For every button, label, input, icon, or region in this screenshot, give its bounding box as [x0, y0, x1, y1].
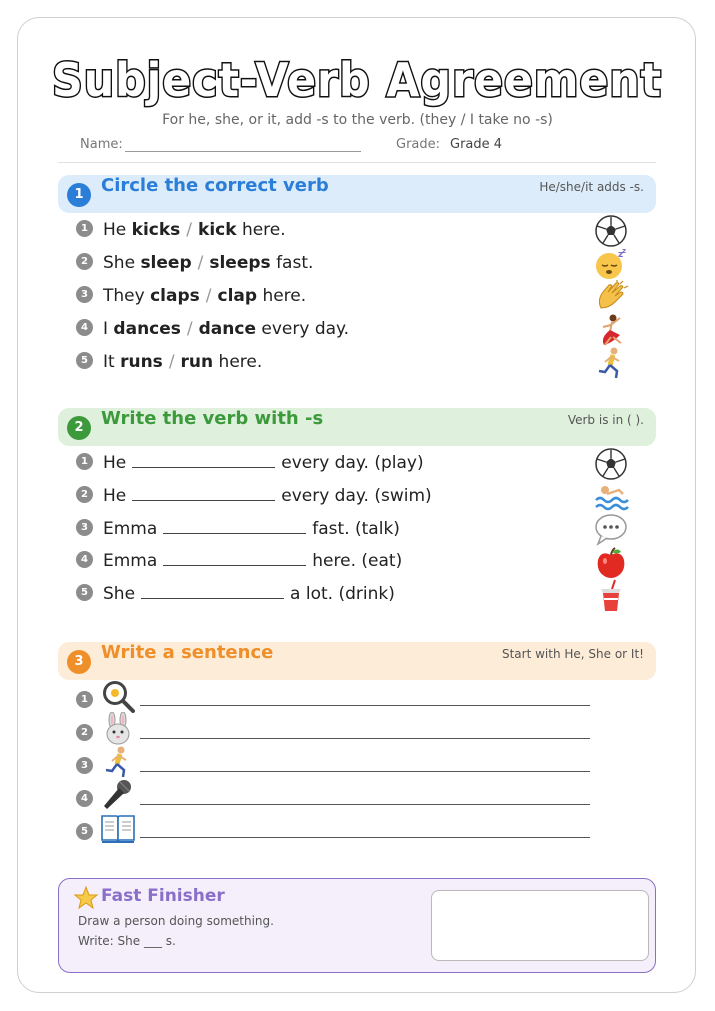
drawing-box[interactable]: [431, 890, 649, 961]
header-divider: [58, 162, 656, 163]
runner-icon: [100, 745, 136, 779]
finisher-instruction: Draw a person doing something.: [78, 914, 274, 928]
svg-text:z: z: [622, 247, 627, 255]
verb-option[interactable]: runs: [120, 352, 163, 372]
clapping-hands-icon: [593, 280, 629, 314]
svg-text:z: z: [618, 250, 624, 260]
sentence-row: 2: [76, 716, 596, 746]
sleeping-face-icon: [593, 247, 629, 281]
circle-item: 5 It runs / run here.: [76, 352, 262, 378]
subtitle: For he, she, or it, add -s to the verb. (they / I take no -s): [162, 112, 553, 128]
frying-pan-icon: [100, 679, 136, 713]
fill-item: 3 Emma fast. (talk): [76, 519, 400, 545]
section-number: 1: [67, 183, 91, 207]
section-number: 2: [67, 416, 91, 440]
answer-blank[interactable]: [163, 551, 306, 566]
microphone-icon: [100, 778, 136, 812]
answer-blank[interactable]: [132, 453, 275, 468]
fill-item: 2 He every day. (swim): [76, 486, 432, 512]
section-hint: Start with He, She or It!: [501, 647, 644, 661]
verb-option[interactable]: kicks: [131, 220, 181, 240]
soccer-ball-icon: [593, 447, 629, 481]
book-icon: [100, 811, 136, 845]
verb-option[interactable]: run: [180, 352, 214, 372]
drink-cup-icon: [593, 579, 629, 613]
rabbit-icon: [100, 712, 136, 746]
verb-option[interactable]: sleeps: [209, 253, 271, 273]
circle-item: 3 They claps / clap here.: [76, 286, 306, 312]
grade-value: Grade 4: [450, 137, 503, 152]
answer-blank[interactable]: [163, 519, 306, 534]
verb-option[interactable]: claps: [150, 286, 200, 306]
section-title: Write the verb with -s: [101, 408, 324, 429]
section-1-header: [58, 175, 656, 213]
section-title: Circle the correct verb: [101, 175, 329, 196]
circle-item: 1 He kicks / kick here.: [76, 220, 286, 246]
section-number: 3: [67, 650, 91, 674]
circle-item: 2 She sleep / sleeps fast.: [76, 253, 313, 279]
verb-option[interactable]: clap: [217, 286, 258, 306]
finisher-title: Fast Finisher: [101, 886, 225, 906]
verb-option[interactable]: kick: [198, 220, 237, 240]
speech-bubble-icon: [593, 513, 629, 547]
finisher-instruction: Write: She ___ s.: [78, 934, 176, 948]
fill-item: 5 She a lot. (drink): [76, 584, 395, 610]
dancer-icon: [593, 313, 629, 347]
answer-line[interactable]: [140, 705, 590, 706]
sentence-row: 3: [76, 749, 596, 779]
answer-line[interactable]: [140, 837, 590, 838]
answer-line[interactable]: [140, 804, 590, 805]
name-row: [80, 137, 361, 152]
svg-text:Subject-Verb Agreement: Subject-Verb Agreement: [52, 53, 662, 107]
fill-item: 1 He every day. (play): [76, 453, 424, 479]
answer-line[interactable]: [140, 771, 590, 772]
answer-line[interactable]: [140, 738, 590, 739]
runner-icon: [593, 346, 629, 380]
sentence-row: 4: [76, 782, 596, 812]
verb-option[interactable]: dances: [113, 319, 181, 339]
swimmer-icon: [593, 480, 629, 514]
verb-option[interactable]: dance: [198, 319, 256, 339]
section-3-header: [58, 642, 656, 680]
section-2-header: [58, 408, 656, 446]
section-hint: Verb is in ( ).: [567, 413, 644, 427]
page-title: [0, 38, 715, 118]
sentence-row: 1: [76, 683, 596, 713]
answer-blank[interactable]: [132, 486, 275, 501]
name-label: Name:: [80, 137, 123, 152]
circle-item: 4 I dances / dance every day.: [76, 319, 349, 345]
grade-row: [396, 137, 502, 152]
grade-label: Grade:: [396, 137, 441, 152]
answer-blank[interactable]: [141, 584, 284, 599]
name-field[interactable]: [125, 137, 361, 152]
fast-finisher-box: [58, 878, 656, 973]
section-title: Write a sentence: [101, 642, 274, 663]
star-icon: [73, 885, 99, 911]
sentence-row: 5: [76, 815, 596, 845]
fill-item: 4 Emma here. (eat): [76, 551, 402, 577]
apple-icon: [593, 546, 629, 580]
verb-option[interactable]: sleep: [140, 253, 192, 273]
section-hint: He/she/it adds -s.: [539, 180, 644, 194]
soccer-ball-icon: [593, 214, 629, 248]
